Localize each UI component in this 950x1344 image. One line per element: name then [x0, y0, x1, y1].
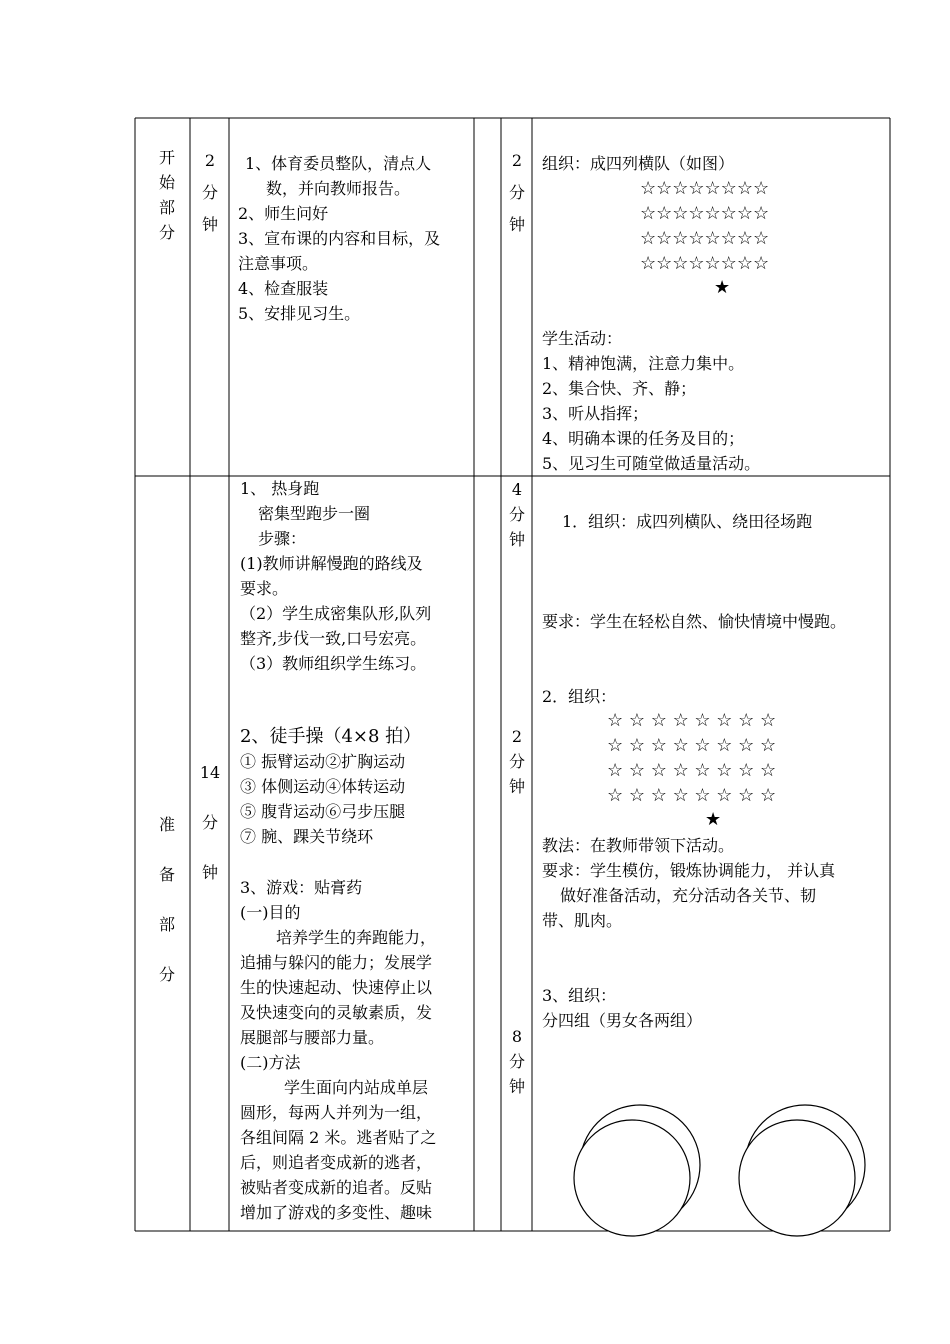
game-line: 学生面向内站成单层 — [284, 1078, 429, 1097]
sub-time-game: 8 分 钟 — [508, 1027, 525, 1096]
game-line: 展腿部与腰部力量。 — [240, 1028, 385, 1047]
student-activity-line: 学生活动： — [542, 329, 623, 348]
formation-row: ☆☆☆☆☆☆☆☆ — [640, 253, 770, 274]
content-line: 整齐,步伐一致,口号宏亮。 — [240, 629, 427, 648]
exercise-item: ⑦ 腕、踝关节绕环 — [240, 827, 374, 846]
game-line: 增加了游戏的多变性、趣味 — [240, 1203, 433, 1222]
content-line: 1、体育委员整队，清点人 — [245, 154, 432, 173]
method-line: 做好准备活动，充分活动各关节、韧 — [560, 886, 817, 905]
formation-row: ☆ ☆ ☆ ☆ ☆ ☆ ☆ ☆ — [607, 760, 777, 781]
student-activity-line: 2、集合快、齐、静； — [542, 379, 697, 398]
org-line: 2．组织： — [542, 687, 617, 706]
game-line: 追捕与躲闪的能力；发展学 — [240, 953, 433, 972]
game-line: 各组间隔 2 米。逃者贴了之 — [240, 1128, 437, 1147]
game-line: (二)方法 — [240, 1053, 301, 1072]
content-line: 2、师生问好 — [238, 204, 329, 223]
content-line: 数，并向教师报告。 — [266, 179, 411, 198]
sub-time-start: 2 分 钟 — [508, 151, 525, 234]
formation-row: ☆ ☆ ☆ ☆ ☆ ☆ ☆ ☆ — [607, 735, 777, 756]
content-line: 3、宣布课的内容和目标，及 — [238, 229, 441, 248]
exercise-item: ① 振臂运动②扩胸运动 — [240, 752, 406, 771]
student-activity-line: 1、精神饱满，注意力集中。 — [542, 354, 745, 373]
group-circles-diagram — [574, 1105, 865, 1236]
game-line: 3、游戏：贴膏药 — [240, 878, 363, 897]
teacher-star-icon: ★ — [714, 277, 731, 298]
student-activity-line: 3、听从指挥； — [542, 404, 649, 423]
game-line: 被贴者变成新的追者。反贴 — [240, 1178, 433, 1197]
formation-row: ☆ ☆ ☆ ☆ ☆ ☆ ☆ ☆ — [607, 710, 777, 731]
org-title: 组织：成四列横队（如图） — [542, 154, 735, 173]
content-line: (1)教师讲解慢跑的路线及 — [240, 554, 423, 573]
content-line: 步骤： — [258, 529, 307, 548]
content-line: 5、安排见习生。 — [238, 304, 361, 323]
section-name-start: 开 始 部 分 — [158, 148, 175, 242]
method-line: 教法：在教师带领下活动。 — [542, 836, 735, 855]
student-activity-line: 4、明确本课的任务及目的； — [542, 429, 745, 448]
game-line: 生的快速起动、快速停止以 — [240, 978, 433, 997]
game-line: 后，则追者变成新的逃者， — [240, 1153, 433, 1172]
org3-line: 3、组织： — [542, 986, 617, 1005]
content-line: 密集型跑步一圈 — [258, 504, 371, 523]
content-line: （2）学生成密集队形,队列 — [240, 604, 432, 623]
teacher-star-icon: ★ — [705, 809, 722, 830]
content-line: 1、 热身跑 — [240, 479, 320, 498]
formation-row: ☆☆☆☆☆☆☆☆ — [640, 228, 770, 249]
method-line: 带、肌肉。 — [542, 911, 623, 930]
game-line: 圆形，每两人并列为一组， — [240, 1103, 433, 1122]
requirement-line: 要求：学生在轻松自然、愉快情境中慢跑。 — [542, 612, 847, 631]
formation-row: ☆☆☆☆☆☆☆☆ — [640, 178, 770, 199]
formation-row: ☆☆☆☆☆☆☆☆ — [640, 203, 770, 224]
section-time-prep: 14 分 钟 — [199, 763, 221, 882]
content-line: 注意事项。 — [238, 254, 319, 273]
content-line: 要求。 — [240, 579, 289, 598]
org-line: 1．组织：成四列横队、绕田径场跑 — [562, 512, 813, 531]
org3-line: 分四组（男女各两组） — [542, 1011, 703, 1030]
section-time-start: 2 分 钟 — [201, 151, 218, 234]
section-name-prep: 准 备 部 分 — [158, 815, 175, 984]
game-line: 培养学生的奔跑能力， — [276, 928, 437, 947]
student-activity-line: 5、见习生可随堂做适量活动。 — [542, 454, 761, 473]
content-line: （3）教师组织学生练习。 — [240, 654, 427, 673]
content-line: 4、检查服装 — [238, 279, 329, 298]
sub-time-warmup: 4 分 钟 — [508, 480, 525, 549]
exercise-item: ⑤ 腹背运动⑥弓步压腿 — [240, 802, 406, 821]
sub-time-exercise: 2 分 钟 — [508, 727, 525, 796]
game-line: 及快速变向的灵敏素质，发 — [240, 1003, 433, 1022]
method-line: 要求：学生模仿，锻炼协调能力， 并认真 — [542, 861, 836, 880]
formation-row: ☆ ☆ ☆ ☆ ☆ ☆ ☆ ☆ — [607, 785, 777, 806]
exercise-item: ③ 体侧运动④体转运动 — [240, 777, 406, 796]
game-line: (一)目的 — [240, 903, 301, 922]
circle-left-front — [574, 1120, 690, 1236]
exercise-title: 2、徒手操（4×8 拍） — [240, 726, 422, 747]
circle-right-front — [739, 1120, 855, 1236]
